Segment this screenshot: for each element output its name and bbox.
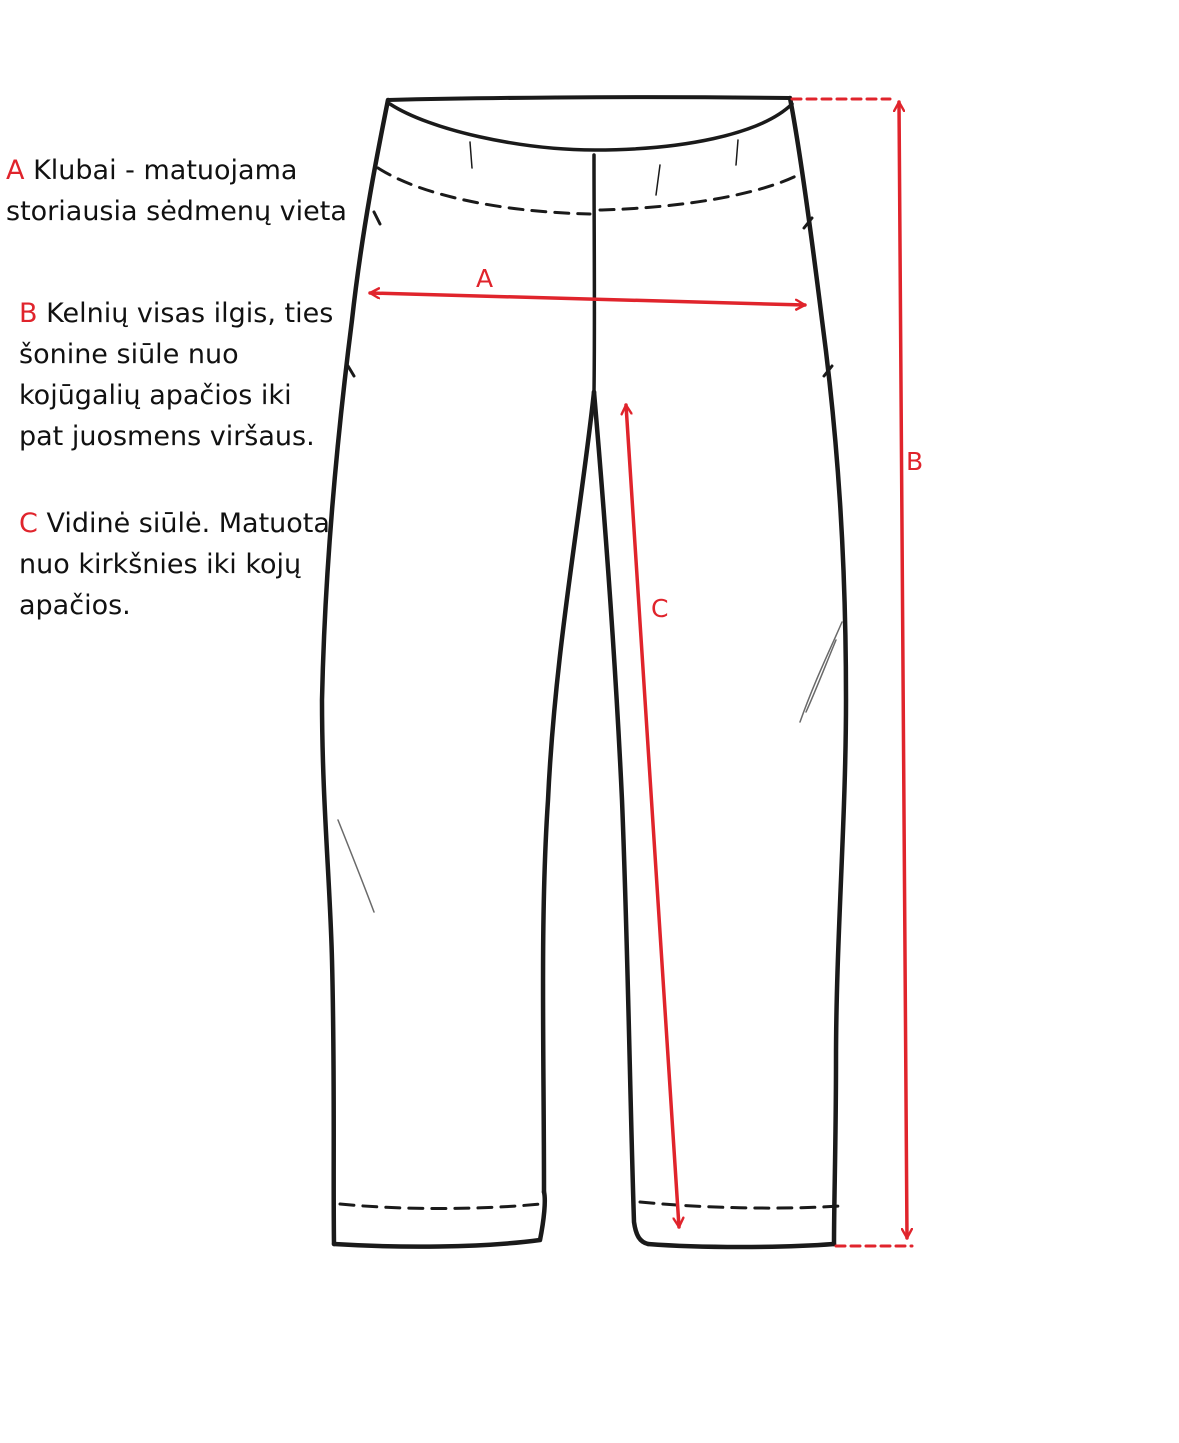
inner-left-leg <box>543 392 594 1192</box>
left-hem-stitch <box>340 1204 540 1209</box>
outer-right-leg <box>790 98 846 1244</box>
fold-line-left <box>338 820 374 912</box>
left-pocket-mark-top <box>374 212 380 224</box>
legend-b-text-3: kojūgalių apačios iki <box>19 380 292 411</box>
legend-c-text-2: nuo kirkšnies iki kojų <box>19 549 302 580</box>
legend-b-text-4: pat juosmens viršaus. <box>19 421 315 452</box>
fold-line-right-2 <box>806 640 836 712</box>
dimension-c-arrow <box>626 405 679 1227</box>
outer-left-leg <box>322 100 388 1244</box>
trousers-outline <box>322 97 846 1247</box>
left-pocket-mark-bottom <box>348 366 354 376</box>
waistband-stitch-left <box>378 168 590 214</box>
waistband-tick-2 <box>656 165 660 195</box>
inner-right-leg <box>594 392 648 1244</box>
waistband-curve <box>390 104 792 150</box>
right-hem <box>648 1244 834 1247</box>
left-hem <box>334 1192 545 1247</box>
waistband-tick-1 <box>470 142 472 168</box>
legend-a-text-1: Klubai - matuojama <box>33 155 298 186</box>
dimension-a-label: A <box>476 264 494 293</box>
waistband-top <box>388 97 790 100</box>
legend-a-text-2: storiausia sėdmenų vieta <box>6 196 347 227</box>
fold-line-right-1 <box>800 622 842 722</box>
waistband-tick-3 <box>736 140 738 165</box>
right-hem-stitch <box>640 1202 840 1208</box>
measurement-lines <box>370 99 912 1246</box>
legend-c-text-1: Vidinė siūlė. Matuota <box>46 508 330 539</box>
legend-c-text-3: apačios. <box>19 590 131 621</box>
waistband-stitch-right <box>600 174 800 210</box>
dimension-a-arrow <box>370 293 805 305</box>
dimension-b-arrow <box>899 102 907 1238</box>
dimension-b-label: B <box>906 447 924 476</box>
legend-c-letter: C <box>19 508 38 539</box>
legend-a-letter: A <box>6 155 25 186</box>
legend-b-text-1: Kelnių visas ilgis, ties <box>46 298 334 329</box>
legend-b-letter: B <box>19 298 38 329</box>
dimension-c-label: C <box>651 594 669 623</box>
legend-b-text-2: šonine siūle nuo <box>19 339 239 370</box>
